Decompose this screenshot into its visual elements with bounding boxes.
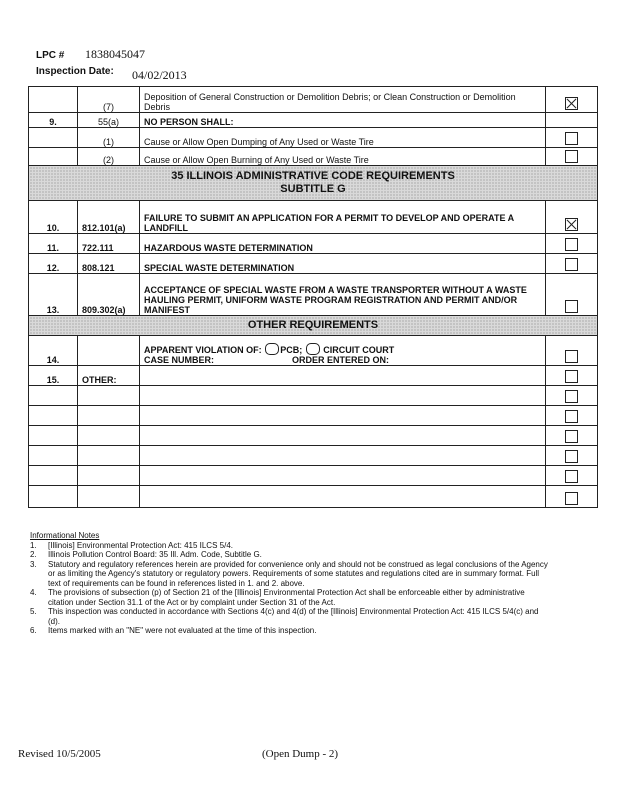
checkbox[interactable] [565,492,578,505]
table-row [29,113,598,128]
section-ref: (1) [78,128,140,148]
list-item: 3. Statutory and regulatory references herein are provided for convenience only and should not be construed as legal conclusions of the Agency or as limiting the Agency's statutory or regulatory powers. Requirements of some statutes and regulations cited are in summary format. Full text of requirements can be found in references listed in 1. and 2. above. [30,559,548,588]
requirement-text: Cause or Allow Open Burning of Any Used or Waste Tire [140,148,546,166]
checkbox[interactable] [565,390,578,403]
section-ref: OTHER: [78,366,140,386]
table-row [29,234,598,254]
case-number-label: CASE NUMBER: [144,355,215,365]
item-number: 10. [29,201,78,234]
checkbox-checked[interactable] [565,97,578,110]
circuit-court-label: CIRCUIT COURT [323,345,395,355]
checkbox[interactable] [565,132,578,145]
other-entry[interactable] [140,486,546,508]
section-heading: OTHER REQUIREMENTS [247,319,379,331]
table-row [29,386,598,406]
item-number: 11. [29,234,78,254]
other-entry[interactable] [140,446,546,466]
requirement-text: NO PERSON SHALL: [140,113,546,128]
table-row [29,366,598,386]
section-ref: (7) [78,87,140,113]
pcb-option[interactable] [265,343,279,355]
lpc-label: LPC # [36,50,65,61]
item-number: 9. [29,113,78,128]
requirement-text: HAZARDOUS WASTE DETERMINATION [140,234,546,254]
checkbox[interactable] [565,238,578,251]
list-item: 6. Items marked with an "NE" were not evaluated at the time of this inspection. [30,626,317,635]
inspection-date-label: Inspection Date: [36,66,114,77]
requirement-text: ACCEPTANCE OF SPECIAL WASTE FROM A WASTE TRANSPORTER WITHOUT A WASTE HAULING PERMIT, UNIFORM WASTE PROGRAM REGISTRATION AND PERMIT AND/OR MANIFEST [140,274,546,316]
section-subheading: SUBTITLE G [280,183,346,195]
checkbox[interactable] [565,430,578,443]
pcb-label: PCB; [280,345,303,355]
checkbox-checked[interactable] [565,218,578,231]
list-item: 4. The provisions of subsection (p) of Section 21 of the [Illinois] Environmental Protection Act shall be enforceable either by administrative citation under Section 31.1 of the Act or by complaint under Section 31 of the Act. [30,588,525,607]
item-number: 12. [29,254,78,274]
list-item: 1. [Illinois] Environmental Protection Act: 415 ILCS 5/4. [30,540,233,550]
other-entry[interactable] [140,386,546,406]
section-band [29,316,598,336]
table-row [29,426,598,446]
checkbox[interactable] [565,410,578,423]
table-row [29,128,598,148]
section-ref: 812.101(a) [78,201,140,234]
checkbox[interactable] [565,150,578,163]
table-row [29,336,598,366]
checkbox[interactable] [565,370,578,383]
lpc-number: 1838045047 [85,47,145,61]
section-ref: 55(a) [78,113,140,128]
requirement-text: SPECIAL WASTE DETERMINATION [140,254,546,274]
checkbox[interactable] [565,300,578,313]
checkbox[interactable] [565,450,578,463]
section-ref: 722.111 [78,234,140,254]
table-row [29,466,598,486]
notes-title: Informational Notes [30,531,100,540]
table-row [29,446,598,466]
table-row [29,254,598,274]
requirement-text: Deposition of General Construction or Demolition Debris; or Clean Construction or Demolition Debris [140,87,546,113]
table-row [29,486,598,508]
section-ref: 809.302(a) [78,274,140,316]
inspection-date-value: 04/02/2013 [132,68,187,82]
section-band [29,166,598,201]
requirements-table [28,86,598,508]
section-ref: 808.121 [78,254,140,274]
requirement-text: Cause or Allow Open Dumping of Any Used or Waste Tire [140,128,546,148]
item-number: 15. [29,366,78,386]
table-row [29,148,598,166]
list-item: 5. This inspection was conducted in accordance with Sections 4(c) and 4(d) of the [Illinois] Environmental Protection Act: 415 ILCS 5/4(c) and (d). [30,607,539,626]
section-heading: 35 ILLINOIS ADMINISTRATIVE CODE REQUIREMENTS [171,170,455,182]
table-row [29,274,598,316]
table-row [29,87,598,113]
other-entry[interactable] [140,406,546,426]
other-entry[interactable] [140,466,546,486]
other-entry[interactable] [140,366,546,386]
table-row [29,406,598,426]
order-entered-label: ORDER ENTERED ON: [292,355,390,365]
revised-date: Revised 10/5/2005 [18,748,101,760]
requirement-text: FAILURE TO SUBMIT AN APPLICATION FOR A PERMIT TO DEVELOP AND OPERATE A LANDFILL [140,201,546,234]
table-row [29,201,598,234]
checkbox[interactable] [565,350,578,363]
other-entry[interactable] [140,426,546,446]
checkbox[interactable] [565,258,578,271]
section-ref: (2) [78,148,140,166]
circuit-court-option[interactable] [306,343,320,355]
apparent-violation-label: APPARENT VIOLATION OF: [144,345,262,355]
informational-notes [30,531,550,636]
list-item: 2. Illinois Pollution Control Board: 35 Ill. Adm. Code, Subtitle G. [30,550,262,559]
item-number: 14. [29,336,78,366]
checkbox[interactable] [565,470,578,483]
page-label: (Open Dump - 2) [262,748,339,760]
item-number: 13. [29,274,78,316]
